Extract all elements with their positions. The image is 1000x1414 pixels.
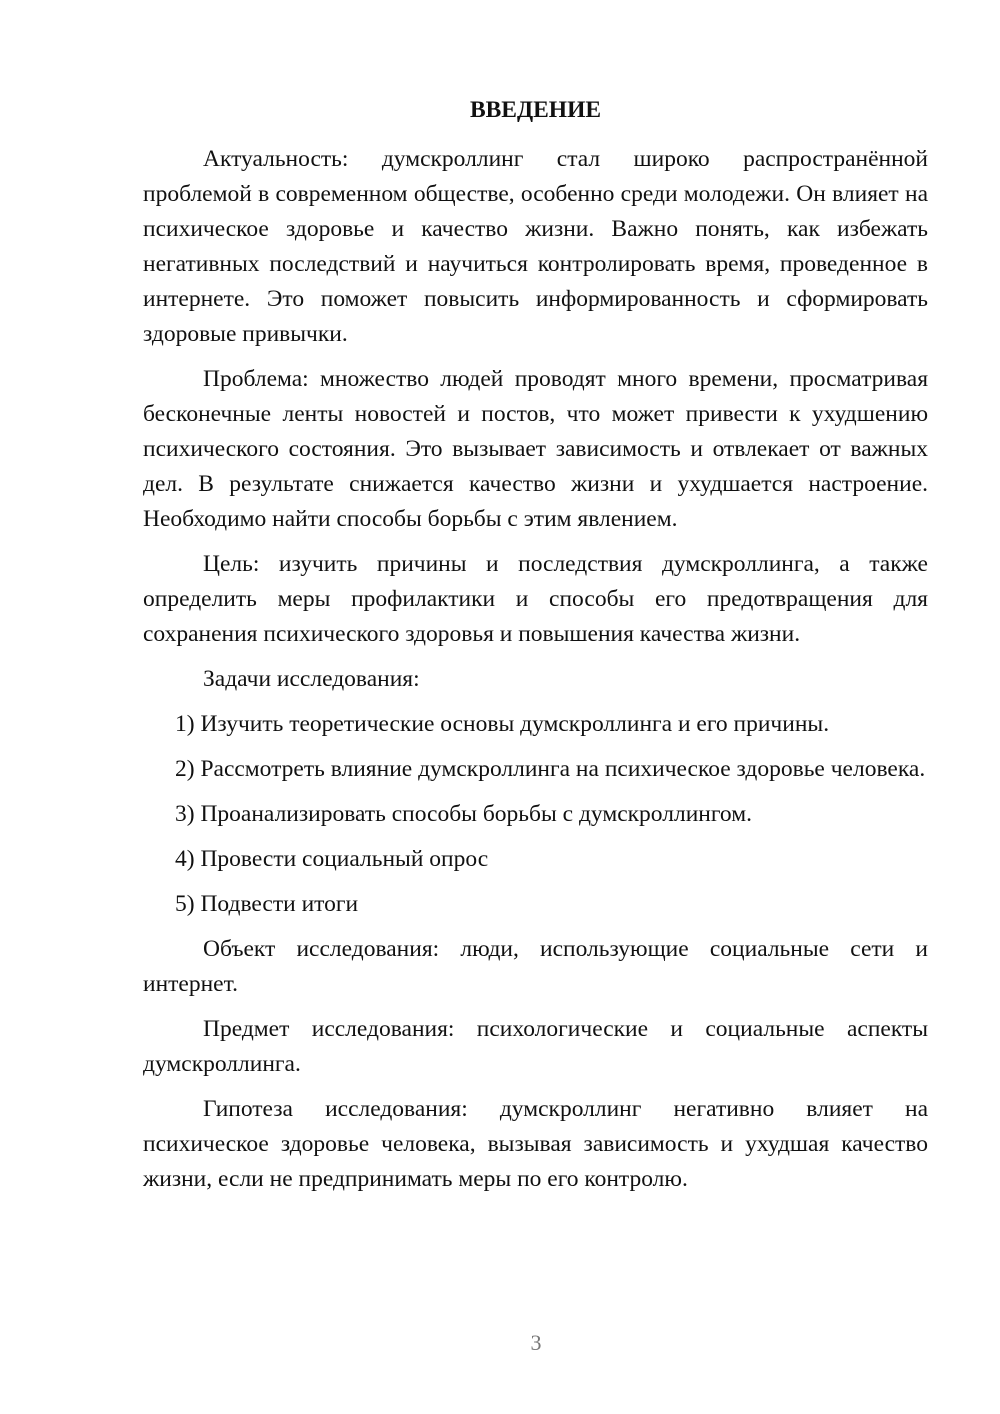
page-number: 3 xyxy=(530,1330,542,1355)
page-content xyxy=(143,93,928,1207)
section-title: ВВЕДЕНИЕ xyxy=(469,97,602,123)
task-item-3: 3) Проанализировать способы борьбы с думскроллингом. xyxy=(175,801,752,827)
task-item-1: 1) Изучить теоретические основы думскроллинга и его причины. xyxy=(175,711,830,737)
paragraph-subject: Предмет исследования: психологические и социальные аспекты думскроллинга. xyxy=(143,1016,928,1077)
tasks-heading: Задачи исследования: xyxy=(203,666,420,692)
task-item-4: 4) Провести социальный опрос xyxy=(175,846,489,872)
paragraph-problem: Проблема: множество людей проводят много времени, просматривая бесконечные ленты новостей и постов, что может привести к ухудшению психического состояния. Это вызывает зависимость и отвлекает от важных дел. В результате снижается качество жизни и ухудшается настроение. Необходимо найти способы борьбы с этим явлением. xyxy=(143,366,928,532)
paragraph-hypothesis: Гипотеза исследования: думскроллинг негативно влияет на психическое здоровье человека, вызывая зависимость и ухудшая качество жизни, если не предпринимать меры по его контролю. xyxy=(143,1096,928,1192)
task-item-2: 2) Рассмотреть влияние думскроллинга на психическое здоровье человека. xyxy=(175,756,926,782)
paragraph-goal: Цель: изучить причины и последствия думскроллинга, а также определить меры профилактики и способы его предотвращения для сохранения психического здоровья и повышения качества жизни. xyxy=(143,551,928,647)
paragraph-relevance: Актуальность: думскроллинг стал широко распространённой проблемой в современном обществе, особенно среди молодежи. Он влияет на психическое здоровье и качество жизни. Важно понять, как избежать негативных последствий и научиться контролировать время, проведенное в интернете. Это поможет повысить информированность и сформировать здоровые привычки. xyxy=(143,146,928,347)
paragraph-object: Объект исследования: люди, использующие социальные сети и интернет. xyxy=(143,936,928,997)
task-item-5: 5) Подвести итоги xyxy=(175,891,359,917)
